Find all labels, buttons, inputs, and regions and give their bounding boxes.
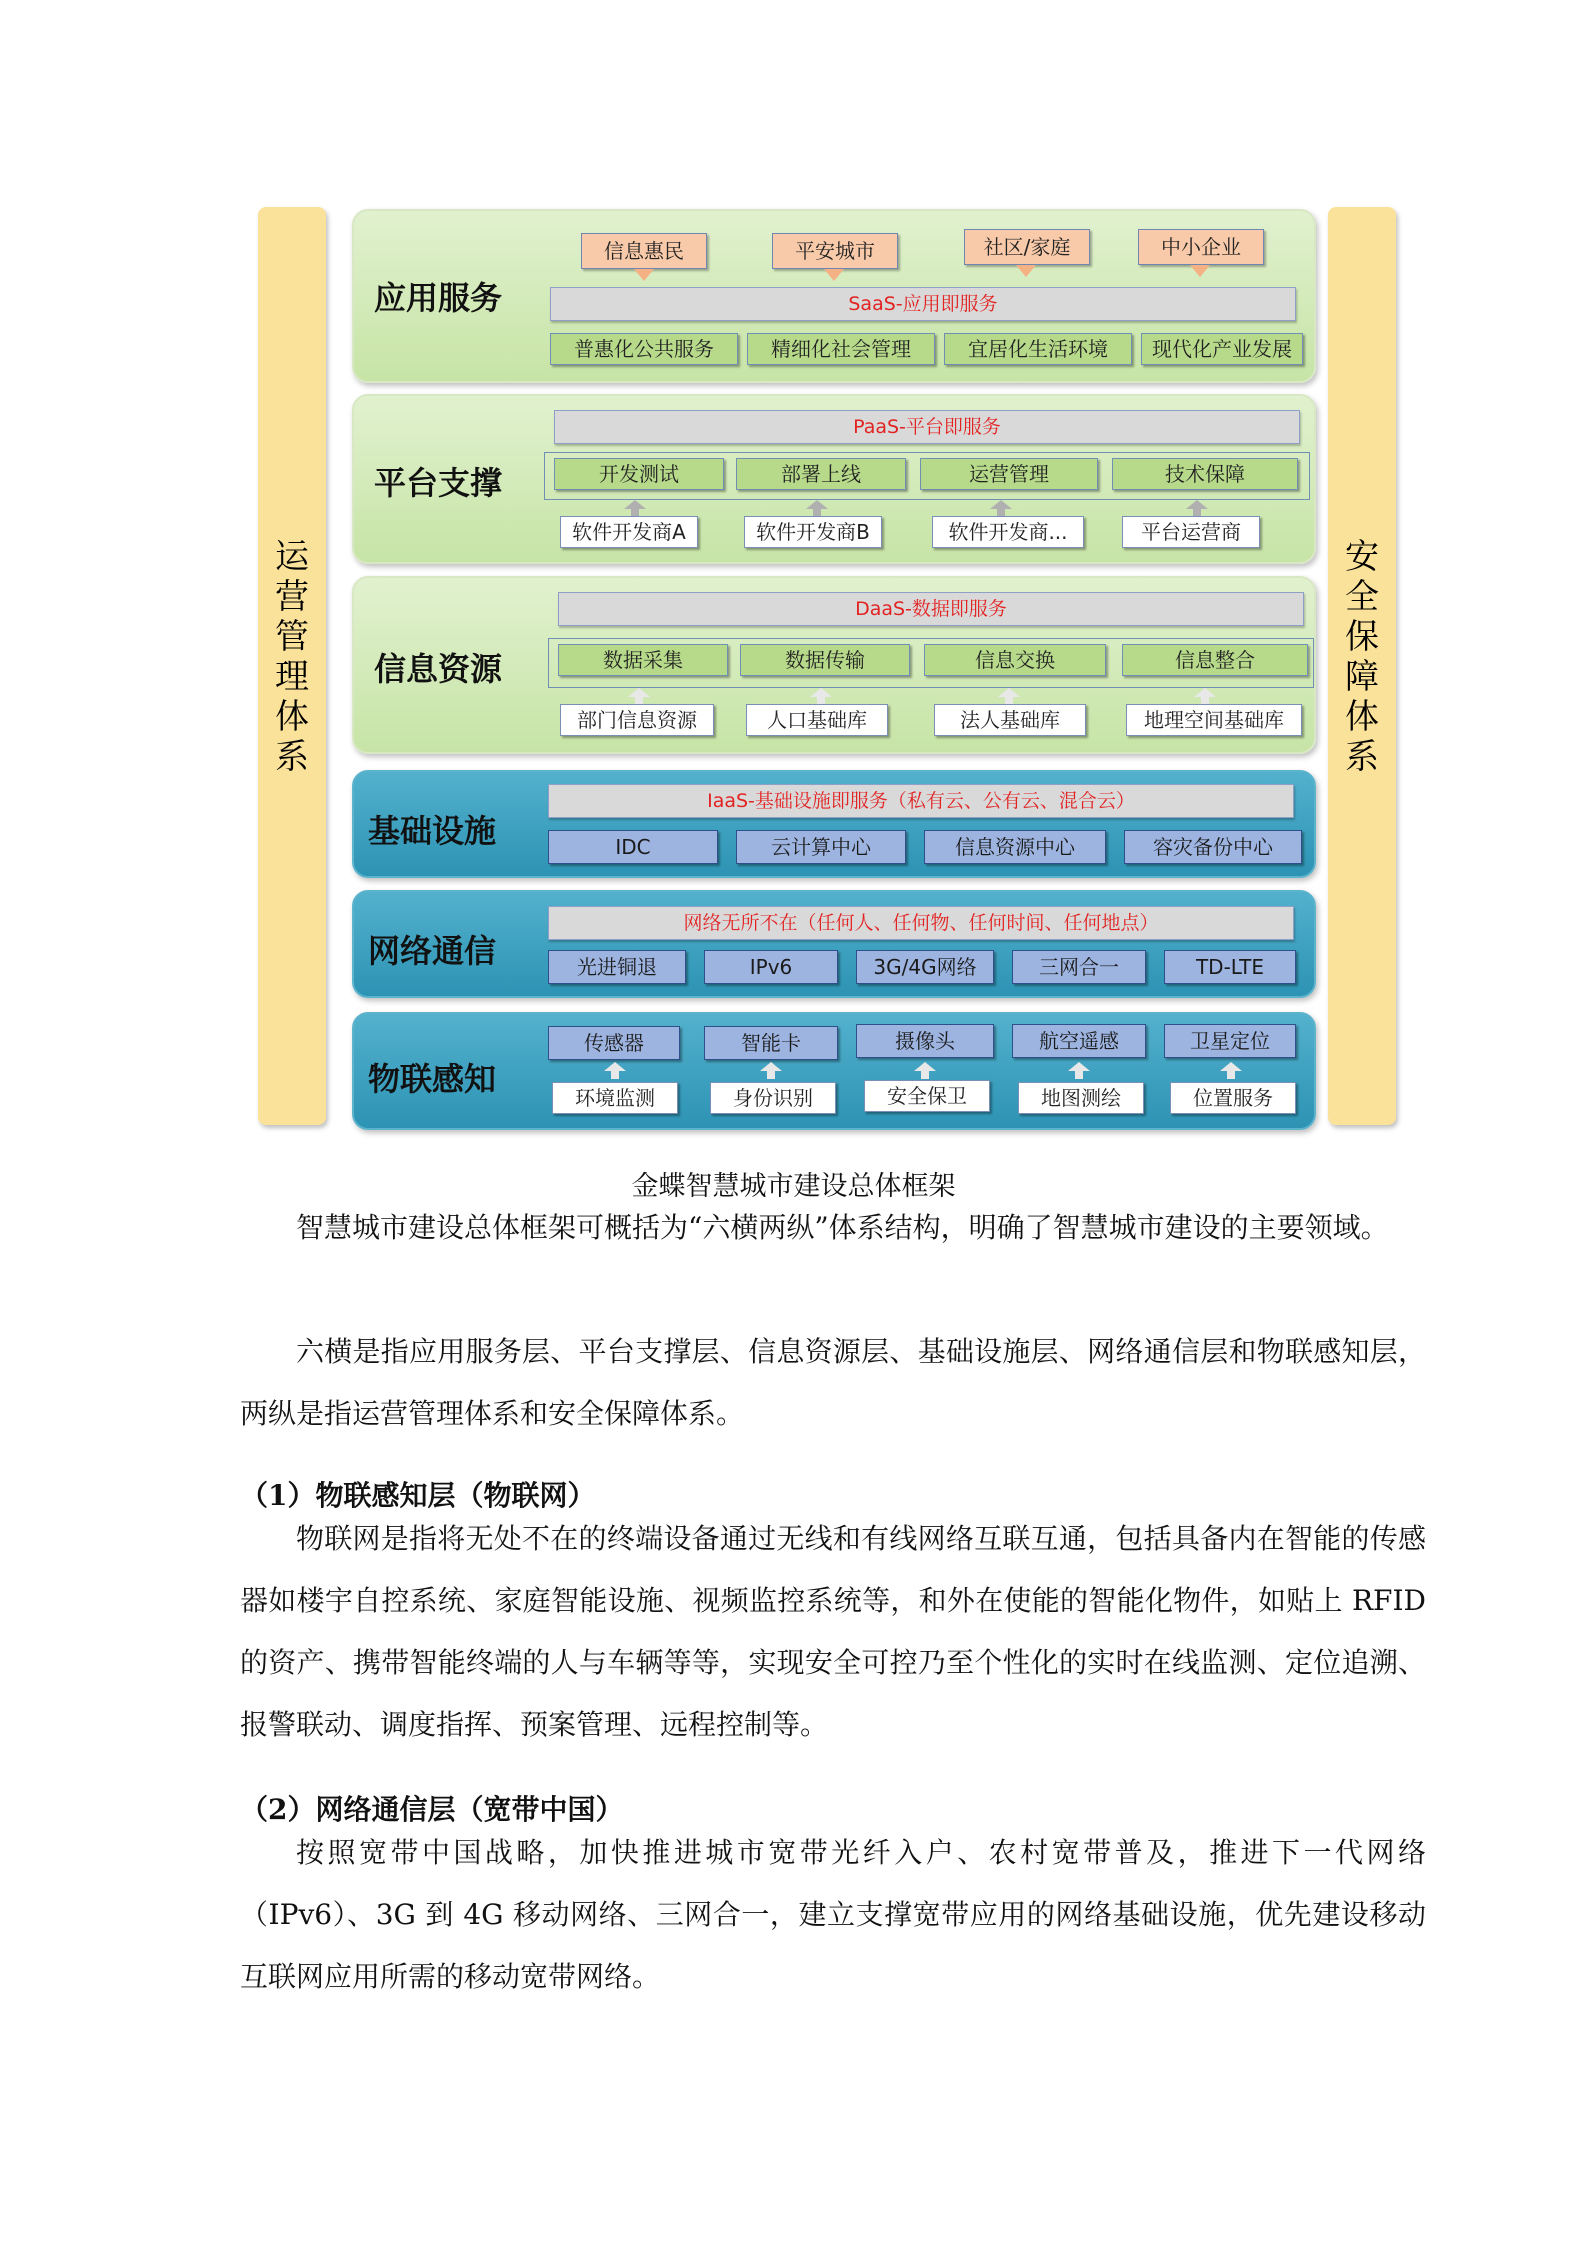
info-box: 数据传输 <box>740 644 910 676</box>
arrow-up-icon <box>810 500 824 514</box>
platform-bottom-item: 软件开发商... <box>932 516 1084 548</box>
paragraph: 按照宽带中国战略，加快推进城市宽带光纤入户、农村宽带普及，推进下一代网络（IPv6）、3G 到 4G 移动网络、三网合一，建立支撑宽带应用的网络基础设施，优先建设移动互联网应用所需的移动宽带网络。 <box>240 1836 1426 1993</box>
network-box: 光进铜退 <box>548 950 686 984</box>
layer-iot <box>352 1012 1316 1130</box>
left-pillar-char: 管 <box>275 617 309 657</box>
app-top-item: 中小企业 <box>1138 229 1264 265</box>
platform-box: 技术保障 <box>1112 458 1298 490</box>
arrow-up-icon <box>608 1062 622 1076</box>
layer-title: 平台支撑 <box>374 464 503 502</box>
info-box: 信息交换 <box>924 644 1106 676</box>
layer-title: 基础设施 <box>368 812 497 850</box>
app-top-item: 平安城市 <box>772 233 898 269</box>
daas-bar: DaaS-数据即服务 <box>558 592 1304 626</box>
arrow-up-icon <box>764 1062 778 1076</box>
layer-title: 信息资源 <box>374 650 503 688</box>
app-box: 精细化社会管理 <box>747 333 935 365</box>
arrow-up-icon <box>1072 1062 1086 1076</box>
paragraph: 六横是指应用服务层、平台支撑层、信息资源层、基础设施层、网络通信层和物联感知层，两纵是指运营管理体系和安全保障体系。 <box>240 1335 1426 1430</box>
iot-box: 传感器 <box>548 1026 680 1060</box>
app-top-item: 社区/家庭 <box>964 229 1090 265</box>
right-pillar-char: 全 <box>1345 577 1379 617</box>
iot-bottom-item: 位置服务 <box>1170 1082 1296 1114</box>
layer-title: 物联感知 <box>368 1060 497 1098</box>
info-box: 信息整合 <box>1122 644 1308 676</box>
iot-bottom-item: 环境监测 <box>552 1082 678 1114</box>
figure-caption: 金蝶智慧城市建设总体框架 <box>631 1171 956 1202</box>
arrow-up-icon <box>632 688 646 702</box>
arrow-up-icon <box>1198 688 1212 702</box>
paas-bar: PaaS-平台即服务 <box>554 410 1300 444</box>
platform-bottom-item: 软件开发商B <box>744 516 882 548</box>
arrow-down-icon <box>634 269 654 281</box>
iot-box: 航空遥感 <box>1012 1024 1146 1058</box>
paragraph: 物联网是指将无处不在的终端设备通过无线和有线网络互联互通，包括具备内在智能的传感器如楼宇自控系统、家庭智能设施、视频监控系统等，和外在使能的智能化物件，如贴上 RFID 的资产、携带智能终端的人与车辆等等，实现安全可控乃至个性化的实时在线监测、定位追溯、报警联动、调度指挥、预案管理、远程控制等。 <box>240 1522 1426 1741</box>
iot-box: 卫星定位 <box>1164 1024 1296 1058</box>
right-pillar <box>1328 207 1396 1125</box>
infra-box: 容灾备份中心 <box>1124 830 1302 864</box>
arrow-up-icon <box>1190 500 1204 514</box>
arrow-up-icon <box>1224 1062 1238 1076</box>
info-box: 数据采集 <box>558 644 728 676</box>
app-box: 普惠化公共服务 <box>550 333 738 365</box>
right-pillar-char: 系 <box>1345 737 1379 777</box>
info-bottom-item: 法人基础库 <box>934 704 1086 736</box>
platform-box: 部署上线 <box>736 458 906 490</box>
left-pillar-char: 运 <box>275 537 309 577</box>
layer-title: 应用服务 <box>374 279 503 317</box>
arrow-up-icon <box>628 500 642 514</box>
right-pillar-char: 体 <box>1345 697 1379 737</box>
right-pillar-label <box>1328 537 1396 777</box>
arrow-up-icon <box>814 688 828 702</box>
iot-box: 智能卡 <box>704 1026 838 1060</box>
section-heading: （2）网络通信层（宽带中国） <box>240 1793 624 1826</box>
network-box: 三网合一 <box>1012 950 1146 984</box>
layer-title: 网络通信 <box>368 932 497 970</box>
left-pillar-label <box>258 537 326 777</box>
left-pillar-char: 系 <box>275 737 309 777</box>
info-bottom-item: 人口基础库 <box>746 704 888 736</box>
info-bottom-item: 部门信息资源 <box>560 704 714 736</box>
app-top-item: 信息惠民 <box>581 233 707 269</box>
right-pillar-char: 障 <box>1345 657 1379 697</box>
arrow-up-icon <box>994 500 1008 514</box>
iaas-bar: IaaS-基础设施即服务（私有云、公有云、混合云） <box>548 784 1294 818</box>
saas-bar: SaaS-应用即服务 <box>550 287 1296 321</box>
app-box: 现代化产业发展 <box>1141 333 1303 365</box>
arrow-up-icon <box>918 1062 932 1076</box>
iot-box: 摄像头 <box>856 1024 994 1058</box>
infra-box: 信息资源中心 <box>924 830 1106 864</box>
arrow-down-icon <box>824 269 844 281</box>
network-bar: 网络无所不在（任何人、任何物、任何时间、任何地点） <box>548 906 1294 940</box>
paragraph: 智慧城市建设总体框架可概括为“六横两纵”体系结构，明确了智慧城市建设的主要领域。 <box>296 1211 1389 1244</box>
platform-bottom-item: 平台运营商 <box>1122 516 1260 548</box>
arrow-down-icon <box>1190 265 1210 277</box>
left-pillar-char: 营 <box>275 577 309 617</box>
left-pillar-char: 理 <box>275 657 309 697</box>
iot-bottom-item: 地图测绘 <box>1018 1082 1144 1114</box>
left-pillar <box>258 207 326 1125</box>
section-heading: （1）物联感知层（物联网） <box>240 1479 596 1512</box>
platform-bottom-item: 软件开发商A <box>560 516 698 548</box>
layer-information <box>352 576 1316 754</box>
infra-box: 云计算中心 <box>736 830 906 864</box>
network-box: TD-LTE <box>1164 950 1296 984</box>
info-bottom-item: 地理空间基础库 <box>1126 704 1302 736</box>
layer-platform <box>352 394 1316 564</box>
layer-network <box>352 890 1316 998</box>
layer-infrastructure <box>352 770 1316 878</box>
layer-application <box>352 209 1316 383</box>
app-box: 宜居化生活环境 <box>944 333 1132 365</box>
network-box: IPv6 <box>704 950 838 984</box>
arrow-up-icon <box>1002 688 1016 702</box>
infra-box: IDC <box>548 830 718 864</box>
arrow-down-icon <box>1016 265 1036 277</box>
right-pillar-char: 保 <box>1345 617 1379 657</box>
platform-box: 开发测试 <box>554 458 724 490</box>
iot-bottom-item: 身份识别 <box>710 1082 836 1114</box>
right-pillar-char: 安 <box>1345 537 1379 577</box>
network-box: 3G/4G网络 <box>856 950 994 984</box>
left-pillar-char: 体 <box>275 697 309 737</box>
iot-bottom-item: 安全保卫 <box>864 1080 990 1112</box>
platform-box: 运营管理 <box>920 458 1098 490</box>
